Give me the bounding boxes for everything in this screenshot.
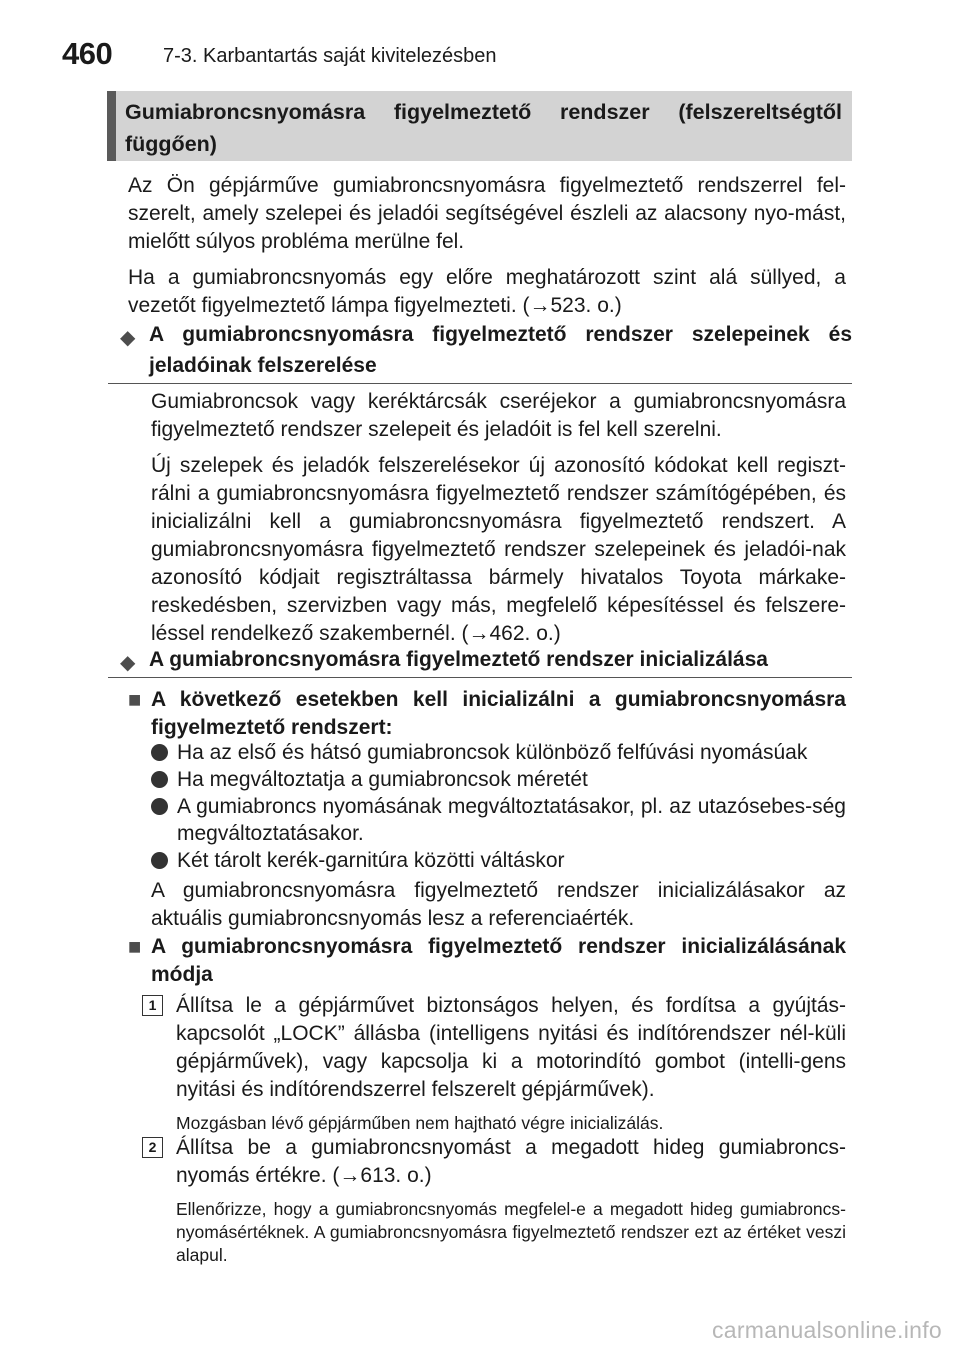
- diamond-icon: ◆: [120, 652, 136, 674]
- bullet-dot-icon: [151, 744, 168, 761]
- step-1: [142, 992, 846, 1135]
- initialization-method-heading: [128, 933, 846, 989]
- step-note: Ellenőrizze, hogy a gumiabroncsnyomás megfelel-e a megadott hideg gumiabroncs-nyomásértéknek. A gumiabroncsnyomásra figyelmeztető rendszer ezt az értéket veszi alapul.: [176, 1199, 846, 1265]
- intro-text: [128, 172, 846, 328]
- when-to-initialize-heading: [128, 686, 846, 742]
- subsection-heading-installation: [108, 319, 852, 384]
- list-item-text: Ha megváltoztatja a gumiabroncsok méretét: [177, 768, 588, 791]
- section-title-box: [107, 91, 852, 161]
- section-title: Gumiabroncsnyomásra figyelmeztető rendszer (felszereltségtől függően): [125, 100, 842, 156]
- list-item-text: A gumiabroncs nyomásának megváltoztatásakor, pl. az utazósebes-ség megváltoztatásakor.: [177, 795, 846, 845]
- installation-paragraph-1: Gumiabroncsok vagy keréktárcsák cseréjekor a gumiabroncsnyomásra figyelmeztető rendszer szelepeit és jeladóit is fel kell szerelni.: [151, 390, 846, 441]
- intro-paragraph-1: Az Ön gépjárműve gumiabroncsnyomásra figyelmeztető rendszerrel fel-szerelt, amely szelepei és jeladói segítségével észleli az alacsony nyo-mást, mielőtt súlyos probléma merülne fel.: [128, 174, 846, 253]
- subsection-heading-text: A gumiabroncsnyomásra figyelmeztető rendszer szelepeinek és jeladóinak felszerelése: [149, 323, 852, 377]
- installation-paragraph-2: Új szelepek és jeladók felszerelésekor új azonosító kódokat kell regiszt-rálni a gumiabroncsnyomásra figyelmeztető rendszer számítógépében, és inicializálni kell a gumiabroncsnyomásra figyelmeztető rendszert. A gumiabroncsnyomásra figyelmeztető rendszer szelepeinek és jeladói-nak azonosító kódjait regisztráltassa bármely hivatalos Toyota márkake-reskedésben, szervizben vagy más, megfelelő képesítéssel és felszere-léssel rendelkező szakembernél. (→462. o.): [151, 454, 846, 645]
- step-text: Állítsa le a gépjárművet biztonságos helyen, és fordítsa a gyújtás-kapcsolót „LOCK” állásba (intelligens nyitási és indítórendszer nél-küli gépjárművek), vagy kapcsolja ki a motorindító gombot (intelli-gens nyitási és indítórendszerrel felszerelt gépjárművek).: [176, 994, 846, 1101]
- list-item-text: Két tárolt kerék-garnitúra közötti váltáskor: [177, 849, 565, 872]
- bullet-dot-icon: [151, 852, 168, 869]
- subsection-heading-initialization: [108, 644, 852, 678]
- reference-value-text: A gumiabroncsnyomásra figyelmeztető rendszer inicializálásakor az aktuális gumiabroncsnyomás lesz a referenciaérték.: [151, 879, 846, 930]
- list-item: [151, 739, 846, 766]
- page-number: 460: [62, 36, 113, 71]
- step-2: [142, 1134, 846, 1267]
- step-note: Mozgásban lévő gépjárműben nem hajtható végre inicializálás.: [176, 1113, 664, 1133]
- watermark: carmanualsonline.info: [711, 1317, 942, 1343]
- square-bullet-icon: ■: [128, 687, 142, 712]
- list-item-text: Ha az első és hátsó gumiabroncsok különböző felfúvási nyomásúak: [177, 741, 808, 764]
- list-item: [151, 847, 846, 874]
- bullet-dot-icon: [151, 771, 168, 788]
- subsection-heading-text: A gumiabroncsnyomásra figyelmeztető rendszer inicializálása: [149, 648, 768, 671]
- step-text: Állítsa be a gumiabroncsnyomást a megadott hideg gumiabroncs-nyomás értékre. (→613. o.): [176, 1136, 846, 1187]
- installation-text: [151, 388, 846, 656]
- method-heading-text: A gumiabroncsnyomásra figyelmeztető rendszer inicializálásának módja: [151, 935, 846, 986]
- step-number-badge: 1: [142, 995, 163, 1016]
- square-bullet-icon: ■: [128, 934, 142, 959]
- list-item: [151, 793, 846, 847]
- diamond-icon: ◆: [120, 327, 136, 349]
- list-item: [151, 766, 846, 793]
- chapter-title: 7-3. Karbantartás saját kivitelezésben: [163, 45, 497, 67]
- bullet-dot-icon: [151, 798, 168, 815]
- intro-paragraph-2: Ha a gumiabroncsnyomás egy előre meghatározott szint alá süllyed, a vezetőt figyelmeztető lámpa figyelmezteti. (→523. o.): [128, 266, 846, 317]
- step-number-badge: 2: [142, 1137, 163, 1158]
- bullet-list: [151, 739, 846, 874]
- when-heading-text: A következő esetekben kell inicializálni a gumiabroncsnyomásra figyelmeztető rendszert:: [151, 688, 846, 739]
